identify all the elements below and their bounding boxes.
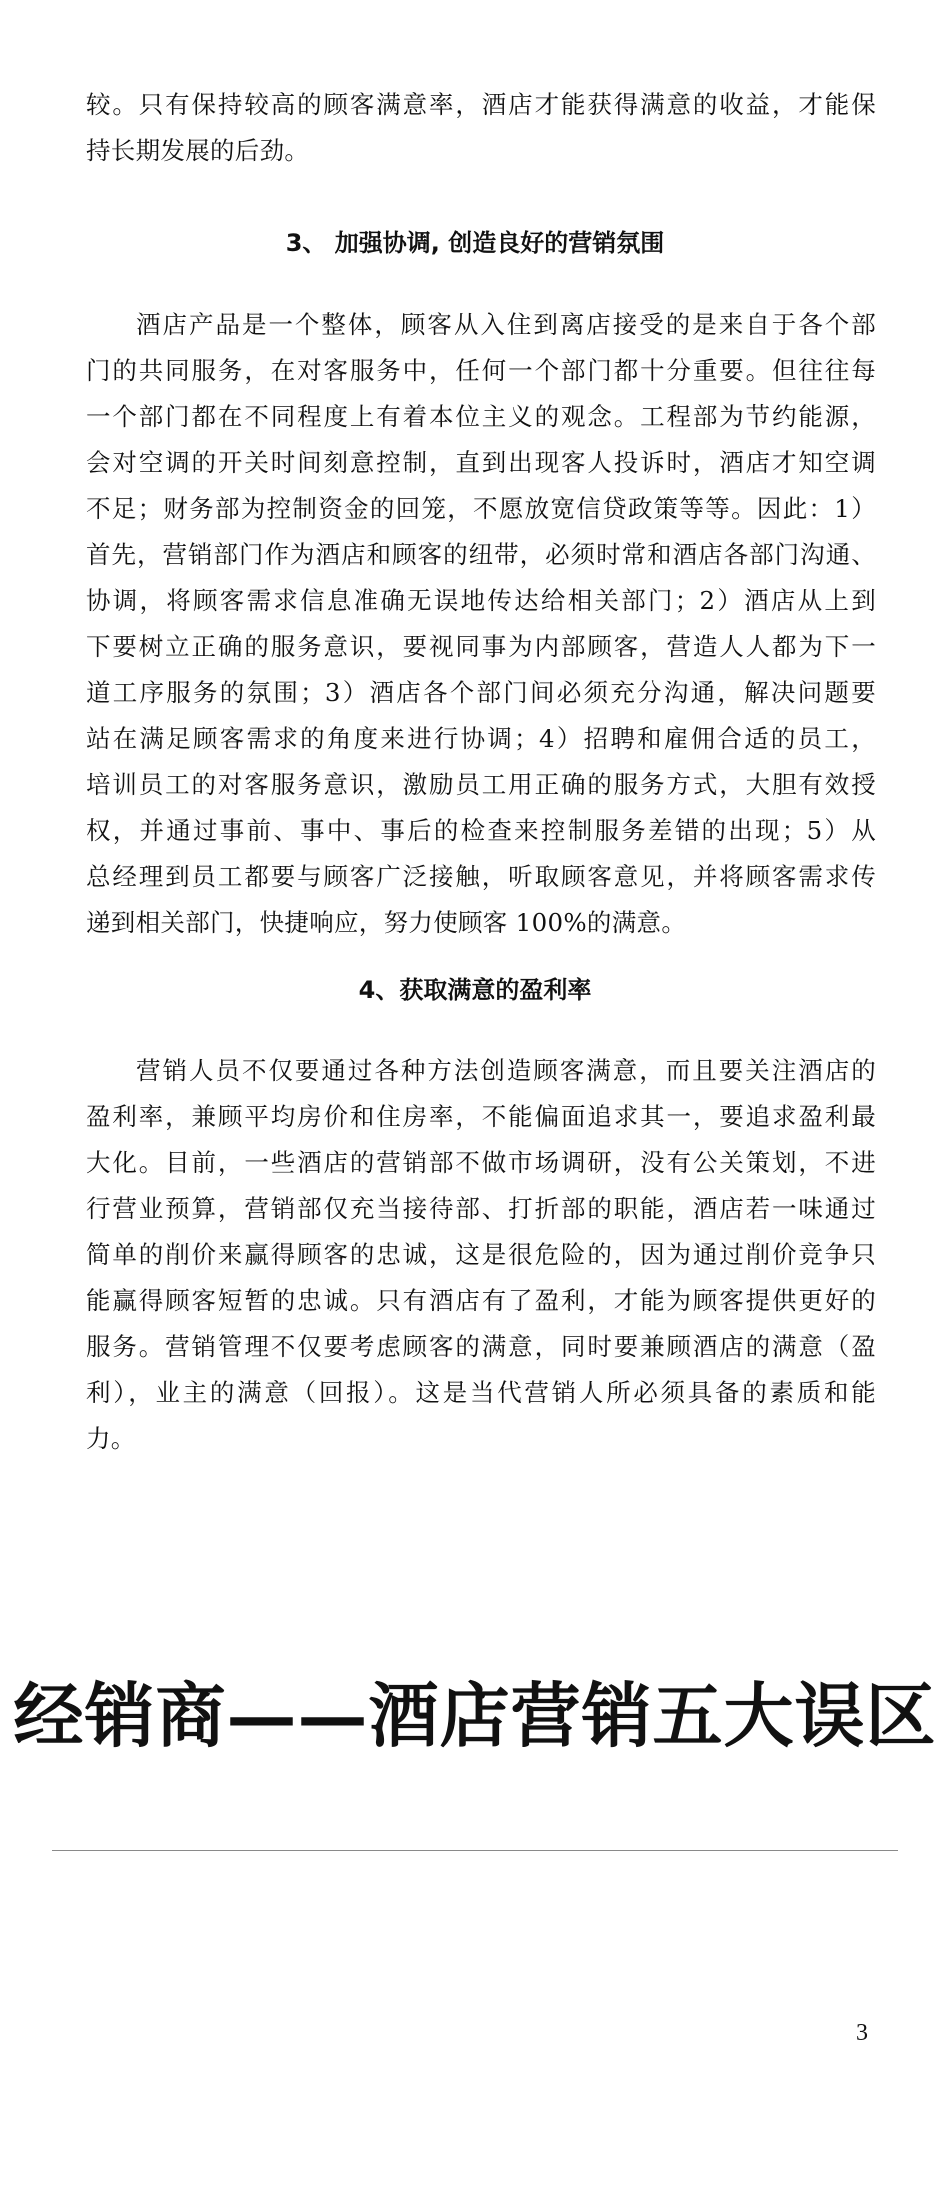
text-line: 服务。营销管理不仅要考虑顾客的满意，同时要兼顾酒店的满意（盈: [86, 1332, 876, 1361]
text-line: 总经理到员工都要与顾客广泛接触，听取顾客意见，并将顾客需求传: [86, 862, 876, 891]
text-line: 培训员工的对客服务意识，激励员工用正确的服务方式，大胆有效授: [86, 770, 876, 799]
text-line: 利），业主的满意（回报）。这是当代营销人所必须具备的素质和能: [86, 1378, 876, 1407]
text-line: 首先，营销部门作为酒店和顾客的纽带，必须时常和酒店各部门沟通、: [86, 540, 876, 569]
text-line: 力。: [86, 1424, 136, 1453]
text-line: 协调，将顾客需求信息准确无误地传达给相关部门；2）酒店从上到: [86, 586, 876, 615]
intro-paragraph: [86, 82, 876, 174]
text-line: 较。只有保持较高的顾客满意率，酒店才能获得满意的收益，才能保: [86, 90, 876, 119]
section-3-paragraph: [86, 302, 876, 946]
section-3-heading: 3、 加强协调, 创造良好的营销氛围: [285, 229, 665, 257]
text-line: 道工序服务的氛围；3）酒店各个部门间必须充分沟通，解决问题要: [86, 678, 876, 707]
text-line: 盈利率，兼顾平均房价和住房率，不能偏面追求其一，要追求盈利最: [86, 1102, 876, 1131]
text-line: 一个部门都在不同程度上有着本位主义的观念。工程部为节约能源，: [86, 402, 876, 431]
section-4-heading: 4、获取满意的盈利率: [358, 976, 592, 1004]
text-line: 递到相关部门，快捷响应，努力使顾客 100%的满意。: [86, 908, 687, 937]
text-line: 大化。目前，一些酒店的营销部不做市场调研，没有公关策划，不进: [86, 1148, 876, 1177]
text-line: 不足；财务部为控制资金的回笼，不愿放宽信贷政策等等。因此：1）: [86, 494, 876, 523]
horizontal-divider: [52, 1850, 898, 1851]
text-line: 会对空调的开关时间刻意控制，直到出现客人投诉时，酒店才知空调: [86, 448, 876, 477]
text-line: 能赢得顾客短暂的忠诚。只有酒店有了盈利，才能为顾客提供更好的: [86, 1286, 876, 1315]
text-line: 酒店产品是一个整体，顾客从入住到离店接受的是来自于各个部: [136, 310, 876, 339]
page-number: 3: [856, 2020, 868, 2046]
section-4-paragraph: [86, 1048, 876, 1462]
text-line: 站在满足顾客需求的角度来进行协调；4）招聘和雇佣合适的员工，: [86, 724, 876, 753]
text-line: 简单的削价来赢得顾客的忠诚，这是很危险的，因为通过削价竞争只: [86, 1240, 876, 1269]
text-line: 门的共同服务，在对客服务中，任何一个部门都十分重要。但往往每: [86, 356, 876, 385]
text-line: 下要树立正确的服务意识，要视同事为内部顾客，营造人人都为下一: [86, 632, 876, 661]
text-line: 权，并通过事前、事中、事后的检查来控制服务差错的出现；5）从: [86, 816, 876, 845]
text-line: 行营业预算，营销部仅充当接待部、打折部的职能，酒店若一味通过: [86, 1194, 876, 1223]
text-line: 营销人员不仅要通过各种方法创造顾客满意，而且要关注酒店的: [136, 1056, 876, 1085]
text-line: 持长期发展的后劲。: [86, 136, 310, 165]
article-title: 经销商——酒店营销五大误区: [13, 1674, 937, 1757]
